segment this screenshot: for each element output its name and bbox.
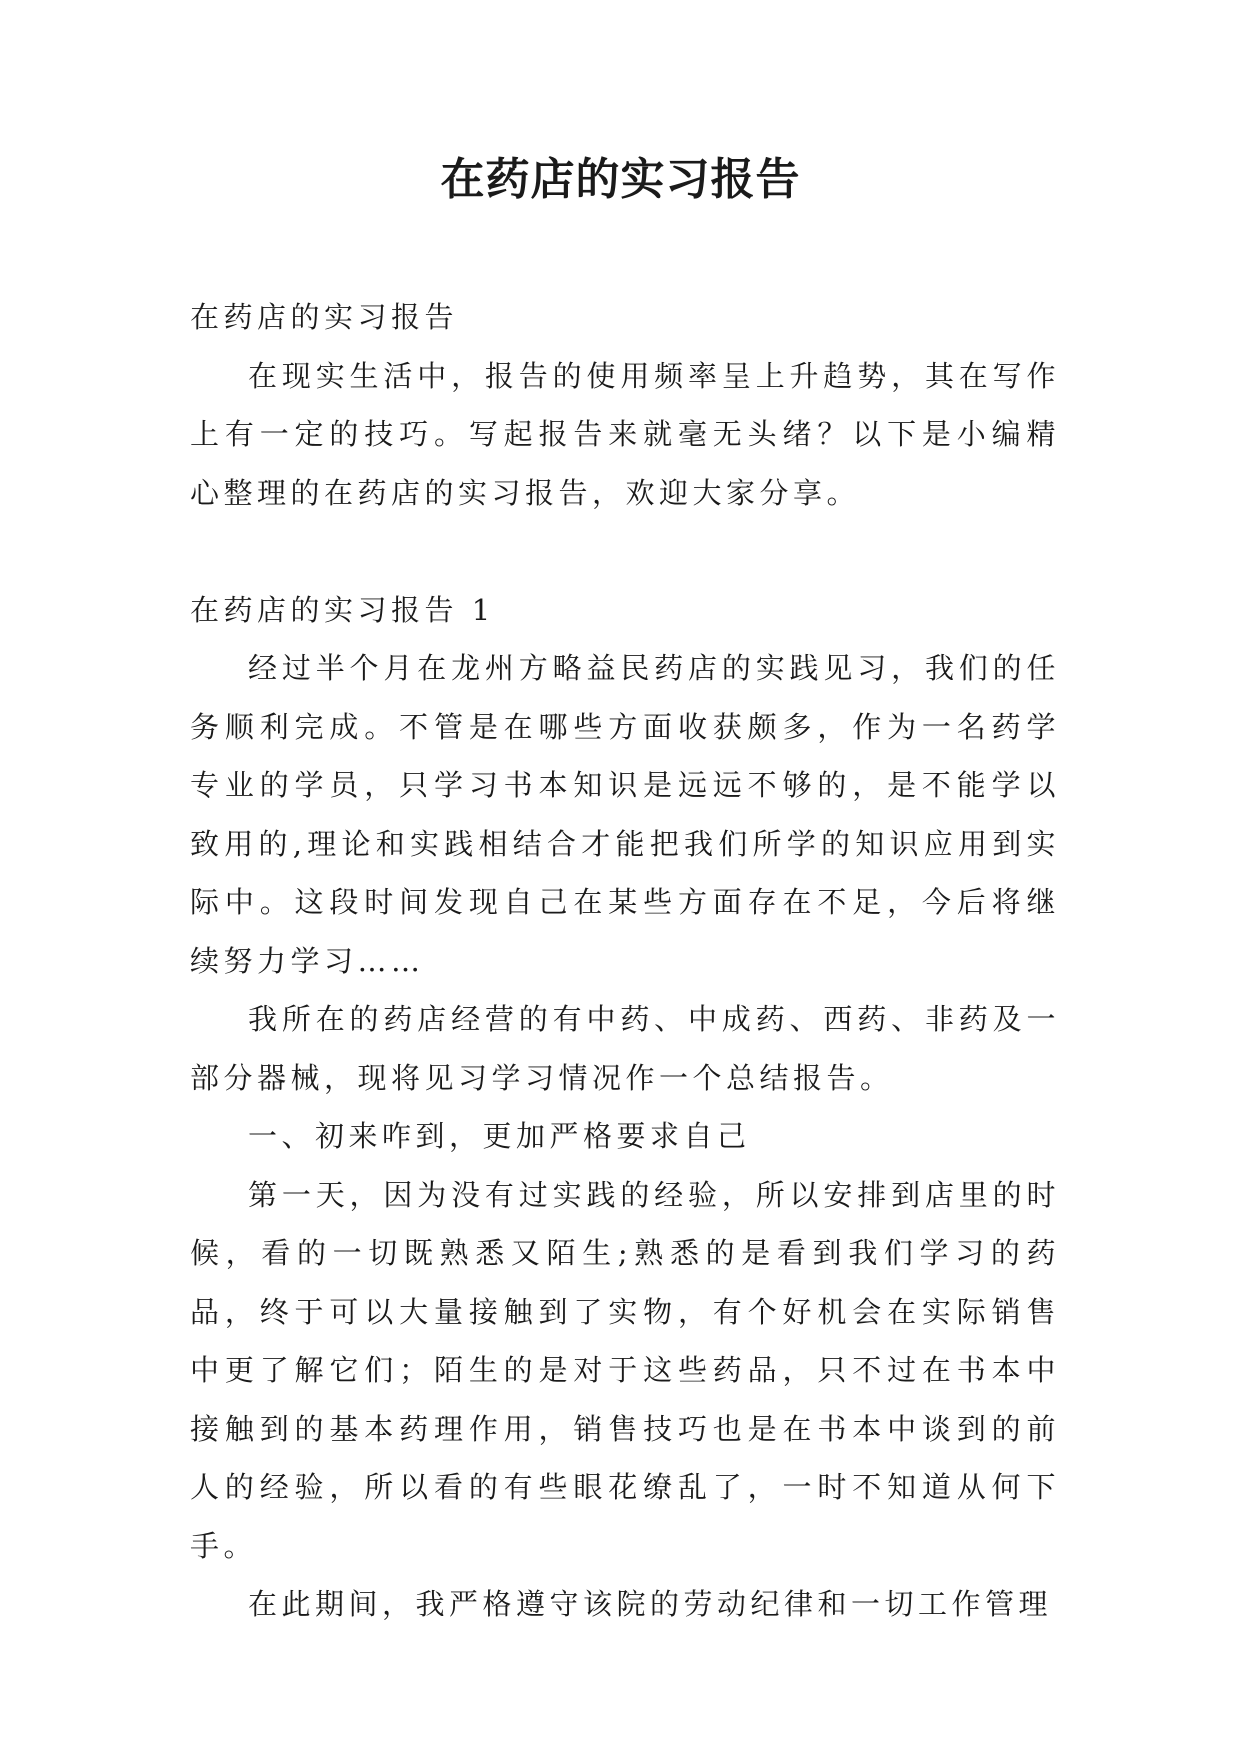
paragraph: 在此期间，我严格遵守该院的劳动纪律和一切工作管理 bbox=[248, 1587, 1053, 1621]
paragraph: 在现实生活中，报告的使用频率呈上升趋势，其在写作上有一定的技巧。写起报告来就毫无头绪？以下是小编精心整理的在药店的实习报告，欢迎大家分享。 bbox=[190, 358, 1060, 510]
document-title: 在药店的实习报告 bbox=[440, 154, 801, 205]
document-body bbox=[190, 288, 1060, 1634]
section-heading: 在药店的实习报告 bbox=[190, 300, 459, 334]
section-heading: 在药店的实习报告 1 bbox=[190, 592, 495, 627]
paragraph: 我所在的药店经营的有中药、中成药、西药、非药及一部分器械，现将见习学习情况作一个总结报告。 bbox=[190, 1002, 1060, 1095]
paragraph: 经过半个月在龙州方略益民药店的实践见习，我们的任务顺利完成。不管是在哪些方面收获颇多，作为一名药学专业的学员，只学习书本知识是远远不够的，是不能学以致用的,理论和实践相结合才能把我们所学的知识应用到实际中。这段时间发现自己在某些方面存在不足，今后将继续努力学习…… bbox=[190, 651, 1060, 978]
subheading: 一、初来咋到，更加严格要求自己 bbox=[248, 1119, 751, 1153]
paragraph: 第一天，因为没有过实践的经验，所以安排到店里的时候，看的一切既熟悉又陌生;熟悉的是看到我们学习的药品，终于可以大量接触到了实物，有个好机会在实际销售中更了解它们；陌生的是对于这些药品，只不过在书本中接触到的基本药理作用，销售技巧也是在书本中谈到的前人的经验，所以看的有些眼花缭乱了，一时不知道从何下手。 bbox=[190, 1177, 1060, 1563]
